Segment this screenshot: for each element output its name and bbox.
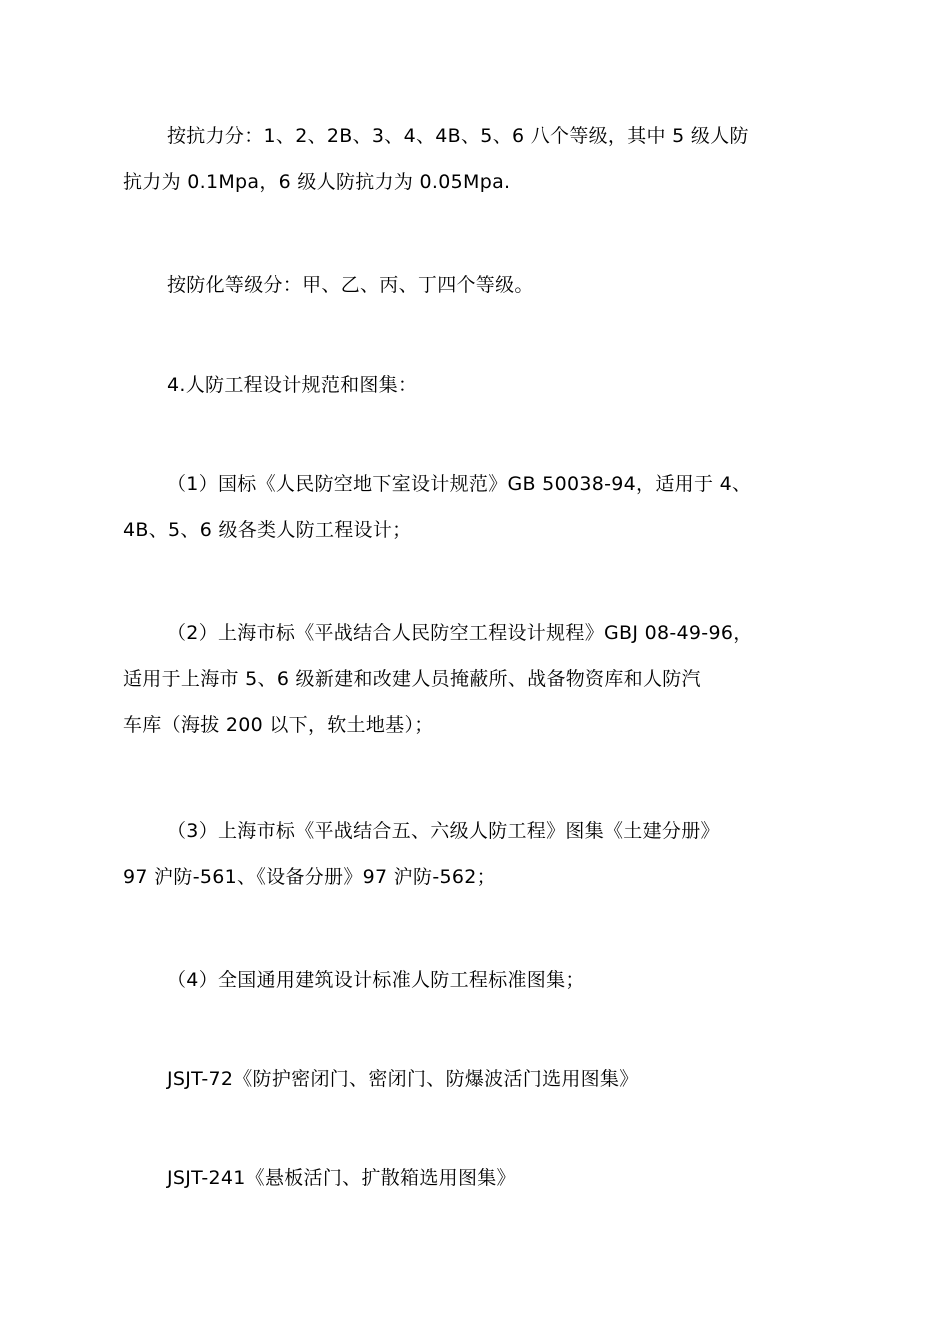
text-line: JSJT-72《防护密闭门、密闭门、防爆波活门选用图集》	[167, 1068, 639, 1090]
text-line: 车库（海拔 200 以下，软土地基）；	[123, 714, 434, 736]
standard-jsjt-241	[145, 1155, 815, 1201]
text-line: （4）全国通用建筑设计标准人防工程标准图集；	[167, 969, 585, 991]
text-line: 97 沪防-561、《设备分册》97 沪防-562；	[123, 866, 496, 888]
section-heading-design-codes	[145, 362, 815, 408]
standard-jsjt-72	[145, 1056, 815, 1102]
paragraph-resistance-grades	[123, 113, 815, 205]
list-item-1	[123, 461, 815, 553]
text-line: 4B、5、6 级各类人防工程设计；	[123, 519, 412, 541]
text-line: （1）国标《人民防空地下室设计规范》GB 50038-94，适用于 4、	[167, 473, 752, 495]
text-line: 按防化等级分：甲、乙、丙、丁四个等级。	[167, 274, 534, 296]
text-line: 4.人防工程设计规范和图集：	[167, 374, 418, 396]
text-line: 按抗力分：1、2、2B、3、4、4B、5、6 八个等级，其中 5 级人防	[167, 125, 749, 147]
text-line: （3）上海市标《平战结合五、六级人防工程》图集《土建分册》	[167, 820, 720, 842]
list-item-4	[145, 957, 815, 1003]
text-line: （2）上海市标《平战结合人民防空工程设计规程》GBJ 08-49-96，	[167, 622, 753, 644]
text-line: JSJT-241《悬板活门、扩散箱选用图集》	[167, 1167, 516, 1189]
paragraph-chem-defense-grades	[145, 262, 815, 308]
list-item-3	[123, 808, 815, 900]
text-line: 适用于上海市 5、6 级新建和改建人员掩蔽所、战备物资库和人防汽	[123, 668, 701, 690]
list-item-2	[123, 610, 815, 748]
text-line: 抗力为 0.1Mpa，6 级人防抗力为 0.05Mpa.	[123, 171, 511, 193]
